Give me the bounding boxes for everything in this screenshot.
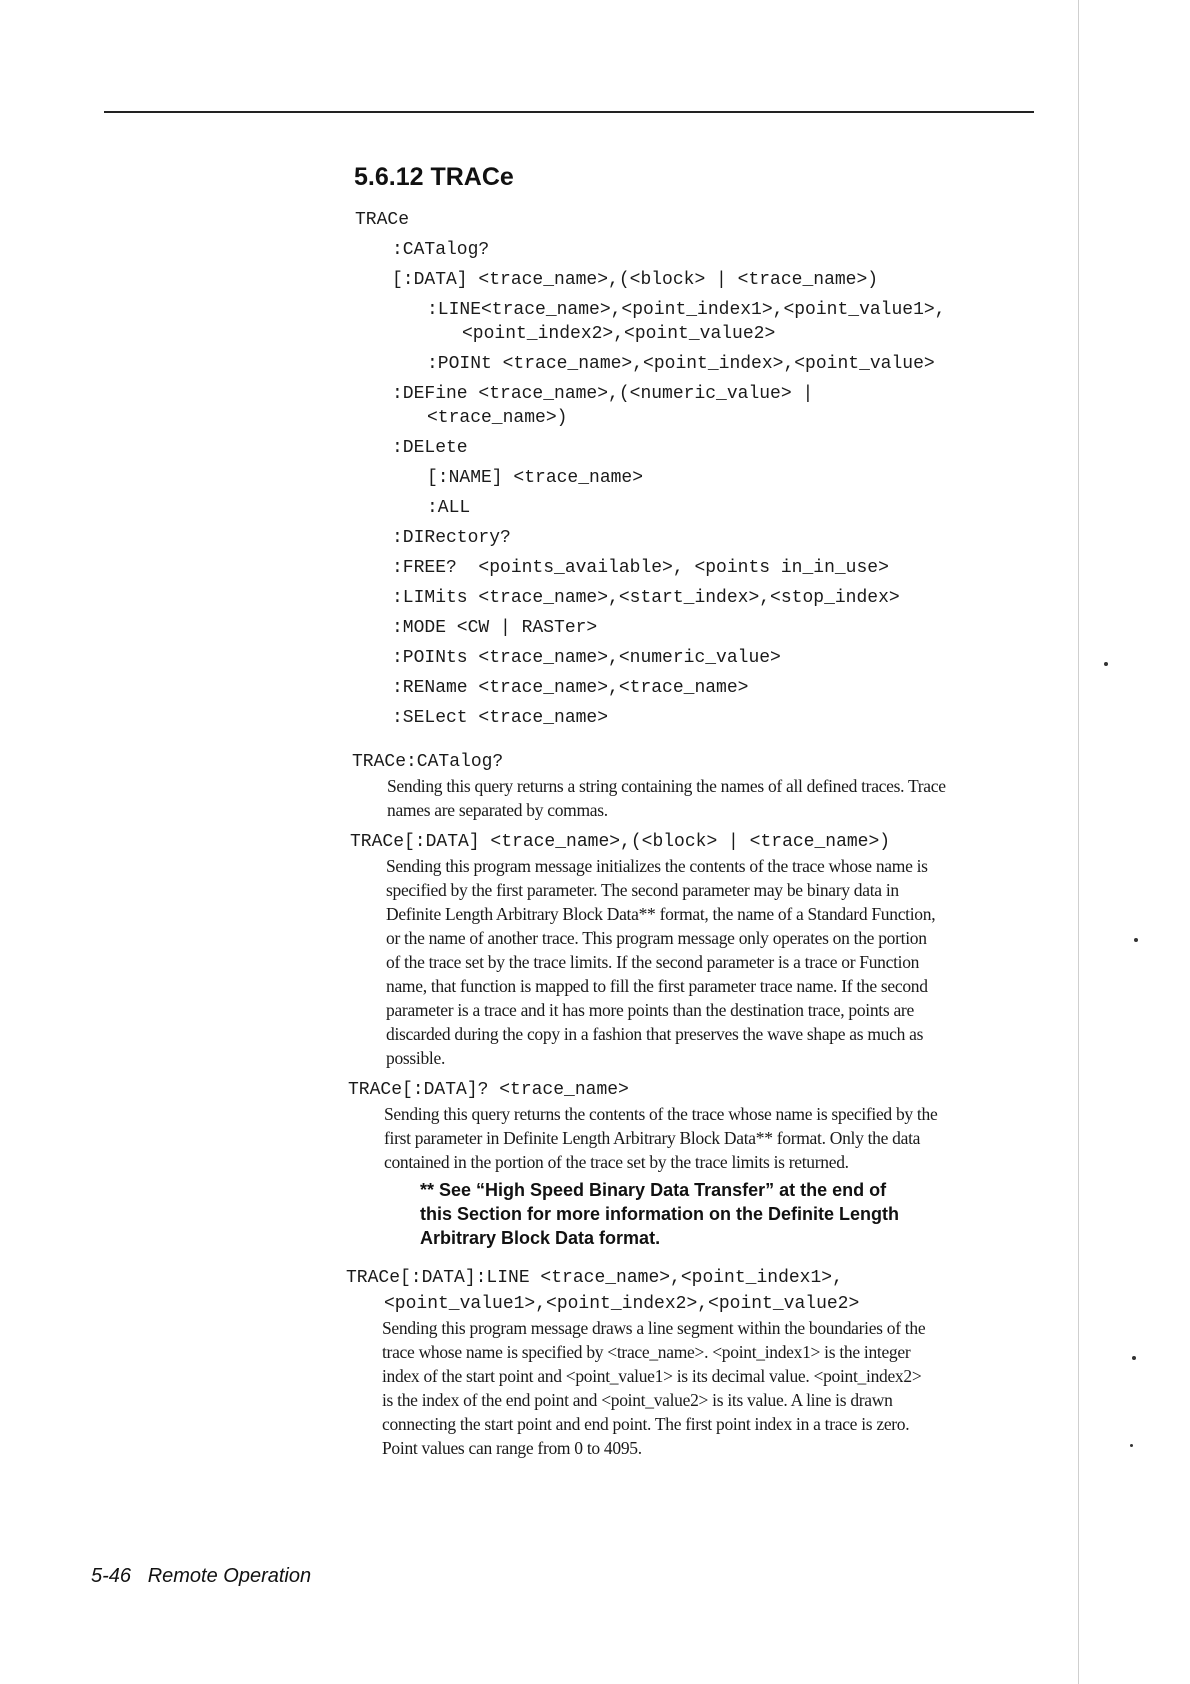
- description-line: Sending this query returns the contents of the trace whose name is specified by the: [384, 1104, 938, 1124]
- tree-item: :FREE? <points_available>, <points in_in_use>: [392, 558, 889, 578]
- section-heading: 5.6.12 TRACe: [354, 163, 514, 191]
- description-line: of the trace set by the trace limits. If the second parameter is a trace or Function: [386, 952, 920, 972]
- tree-item: :LINE<trace_name>,<point_index1>,<point_value1>,: [427, 300, 946, 320]
- tree-item: :POINt <trace_name>,<point_index>,<point_value>: [427, 354, 935, 374]
- description-line: index of the start point and <point_value1> is its decimal value. <point_index2>: [382, 1366, 922, 1386]
- tree-item: [:DATA] <trace_name>,(<block> | <trace_name>): [392, 270, 879, 290]
- scan-edge-line: [1078, 0, 1079, 1684]
- tree-item: :DIRectory?: [392, 528, 511, 548]
- description-line: possible.: [386, 1048, 446, 1068]
- description-line: connecting the start point and end point. The first point index in a trace is zero.: [382, 1414, 910, 1434]
- description-line: Point values can range from 0 to 4095.: [382, 1438, 642, 1458]
- tree-item: :DEFine <trace_name>,(<numeric_value> |: [392, 384, 814, 404]
- footnote-note: [420, 1178, 1020, 1250]
- command-header: TRACe[:DATA]:LINE <trace_name>,<point_index1>,: [346, 1268, 843, 1288]
- page-number: 5-46: [91, 1565, 132, 1587]
- command-header: TRACe:CATalog?: [352, 752, 504, 772]
- tree-item: [:NAME] <trace_name>: [427, 468, 644, 488]
- description-line: name, that function is mapped to fill the first parameter trace name. If the second: [386, 976, 928, 996]
- page-footer: [91, 1565, 311, 1588]
- tree-item: <point_index2>,<point_value2>: [462, 324, 776, 344]
- note-line: ** See “High Speed Binary Data Transfer” at the end of: [420, 1180, 887, 1200]
- tree-item: :LIMits <trace_name>,<start_index>,<stop_index>: [392, 588, 900, 608]
- scan-speck: [1132, 1356, 1136, 1360]
- command-header: TRACe[:DATA] <trace_name>,(<block> | <trace_name>): [350, 832, 891, 852]
- description-line: Sending this program message draws a line segment within the boundaries of the: [382, 1318, 926, 1338]
- scan-speck: [1134, 938, 1138, 942]
- tree-item: :DELete: [392, 438, 468, 458]
- description-line: trace whose name is specified by <trace_name>. <point_index1> is the integer: [382, 1342, 911, 1362]
- note-line: Arbitrary Block Data format.: [420, 1228, 661, 1248]
- description-line: specified by the first parameter. The second parameter may be binary data in: [386, 880, 899, 900]
- description-line: contained in the portion of the trace set by the trace limits is returned.: [384, 1152, 849, 1172]
- tree-item: <trace_name>): [427, 408, 568, 428]
- description-line: first parameter in Definite Length Arbitrary Block Data** format. Only the data: [384, 1128, 921, 1148]
- tree-item: :ALL: [427, 498, 471, 518]
- tree-item: :REName <trace_name>,<trace_name>: [392, 678, 749, 698]
- top-rule: [104, 111, 1034, 113]
- command-header: TRACe[:DATA]? <trace_name>: [348, 1080, 629, 1100]
- description-line: Sending this query returns a string containing the names of all defined traces. Trace: [387, 776, 946, 796]
- description-line: discarded during the copy in a fashion that preserves the wave shape as much as: [386, 1024, 924, 1044]
- command-header-continued: <point_value1>,<point_index2>,<point_value2>: [384, 1294, 860, 1314]
- description-line: Sending this program message initializes the contents of the trace whose name is: [386, 856, 928, 876]
- tree-root: TRACe: [355, 210, 410, 230]
- description-line: parameter is a trace and it has more points than the destination trace, points are: [386, 1000, 914, 1020]
- scan-speck: [1130, 1444, 1133, 1447]
- footer-section-title: Remote Operation: [147, 1565, 312, 1587]
- scan-speck: [1104, 662, 1108, 666]
- tree-item: :SELect <trace_name>: [392, 708, 609, 728]
- description-line: is the index of the end point and <point_value2> is its value. A line is drawn: [382, 1390, 893, 1410]
- tree-item: :POINts <trace_name>,<numeric_value>: [392, 648, 781, 668]
- note-line: this Section for more information on the Definite Length: [420, 1204, 900, 1224]
- description-line: or the name of another trace. This program message only operates on the portion: [386, 928, 927, 948]
- description-line: names are separated by commas.: [387, 800, 608, 820]
- description-line: Definite Length Arbitrary Block Data** format, the name of a Standard Function,: [386, 904, 936, 924]
- tree-item: :CATalog?: [392, 240, 490, 260]
- tree-item: :MODE <CW | RASTer>: [392, 618, 598, 638]
